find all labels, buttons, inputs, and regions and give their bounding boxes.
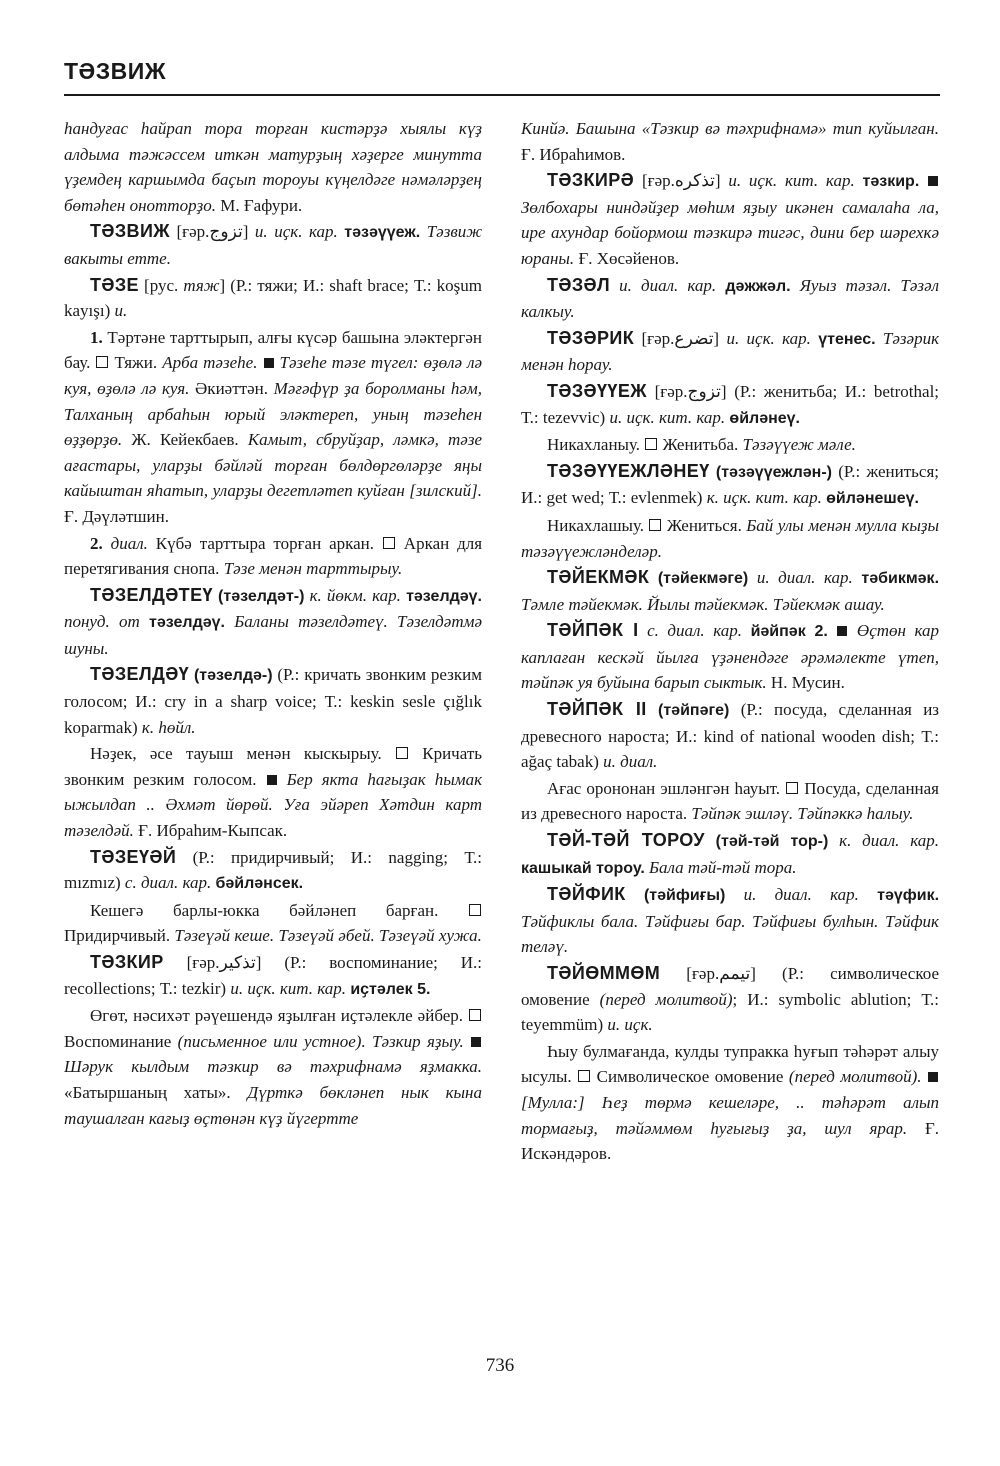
russian-translation: Кричать звонким резким голосом. bbox=[64, 744, 482, 789]
headword: ТӘЙӨММӨМ bbox=[547, 963, 661, 983]
definition: Өгөт, нәсихәт рәүешендә яҙылған иҫтәлекле әйбер. bbox=[90, 1006, 464, 1026]
quote: Зөлбохары ниндәйҙер мөһим яҙыу икәнен самалаһа ла, ире ахундар бойормош тәзкирә тигәс, дини бер шәрехкә юраны. bbox=[521, 197, 939, 268]
stem-form: (тәзәүүежлән-) bbox=[715, 463, 832, 481]
headword: ТӘЗЕ bbox=[90, 274, 139, 295]
quote: Мәғәфүр ҙа боролманы һәм, Талханың арбаһын юрый эләктереп, уның тәзеһен өҙҙөрҙө. bbox=[64, 378, 482, 450]
grammar-label: и. диал. кар. bbox=[619, 275, 717, 295]
running-head: ТӘЗВИЖ bbox=[64, 58, 167, 84]
headword: ТӘЙ-ТӘЙ ТОРОУ bbox=[547, 830, 705, 851]
sense-2 bbox=[64, 531, 482, 582]
quote-marker-icon bbox=[471, 1037, 481, 1047]
russian-marker-icon bbox=[649, 519, 661, 531]
source: Н. Мусин. bbox=[770, 673, 845, 693]
example: Бала тәй-тәй тора. bbox=[649, 857, 797, 877]
equivalent: тәзәүүеж. bbox=[344, 224, 421, 242]
grammar-label: к. диал. кар. bbox=[839, 831, 939, 851]
quote: Шәрук кылдым тәзкир вә тәхрифнамә яҙмакка. bbox=[64, 1057, 482, 1077]
example: Бай улы менән мулла кыҙы тәзәүүежләнделәр. bbox=[521, 515, 939, 561]
headword: ТӘЗЕЛДӘҮ bbox=[90, 664, 190, 685]
headword: ТӘЗВИЖ bbox=[90, 221, 170, 242]
quote: Кинйә. Башына «Тәзкир вә тәхрифнамә» тип куйылған. bbox=[521, 119, 939, 138]
arabic-etymon: تذكره bbox=[674, 171, 715, 191]
example: Тәзкир яҙыу. bbox=[372, 1031, 464, 1051]
translations: (Р.: придирчивый; И.: nagging; Т.: mızmız) bbox=[64, 847, 482, 893]
russian-note: (письменное или устное). bbox=[177, 1031, 366, 1051]
headword: ТӘЙФИК bbox=[547, 884, 626, 905]
definition: Ағас орононан эшләнгән һауыт. bbox=[547, 778, 781, 798]
etymology-close: ] bbox=[720, 381, 727, 401]
entry-tazauuezh bbox=[521, 379, 939, 431]
quote: һандуғас һайрап тора торған кистәрҙә хыялы күҙ алдыма тәжәссем иткән матурҙың хәҙерге минутта үҙемдең каршымда баҫып тороуы күңелдәге нәмәләрҙең бөтәһен онотторҙо. bbox=[64, 119, 482, 215]
translations: (Р.: посуда, сделанная из древесного нароста; И.: kind of national wooden dish; Т.: ağaç tabak) bbox=[521, 700, 939, 772]
grammar-label: и. иҫк. кит. кар. bbox=[609, 407, 726, 427]
russian-marker-icon bbox=[469, 1009, 481, 1021]
russian-note: понуд. от bbox=[64, 612, 140, 632]
equivalent: өйләнешеү. bbox=[826, 490, 919, 508]
equivalent: тәүфик. bbox=[877, 887, 939, 905]
grammar-label: и. диал. bbox=[603, 752, 658, 772]
example: Тәзәүүеж мәле. bbox=[742, 435, 856, 455]
quote: Камыт, сбруйҙар, ләмкә, тәзе ағастары, уларҙы бәйләй торған бөлдөргөләрҙе яңы кайыштан яһатып, уларҙы дегетләтеп куйған [зилский]. bbox=[64, 430, 482, 501]
russian-note: (перед молитвой) bbox=[599, 989, 733, 1009]
example: Тәйпәк эшләү. Тәйпәккә һалыу. bbox=[691, 804, 914, 824]
russian-note: (перед молитвой). bbox=[788, 1067, 922, 1087]
entry-continuation bbox=[521, 116, 939, 167]
grammar-label: с. диал. кар. bbox=[647, 621, 742, 641]
quote: Дүрткә бөкләнеп нык кына таушалған кағыҙ өҫтөнән күҙ йүгертте bbox=[64, 1082, 482, 1128]
equivalent: тәзелдәү. bbox=[149, 614, 225, 632]
equivalent: тәзкир. bbox=[862, 173, 920, 191]
entry-taze bbox=[64, 273, 482, 324]
quote-marker-icon bbox=[264, 358, 274, 368]
entry-body bbox=[64, 1003, 482, 1131]
russian-translation: Тяжи. bbox=[114, 353, 158, 373]
arabic-etymon: تزوج bbox=[209, 222, 243, 242]
headword: ТӘЗӘРИК bbox=[547, 327, 635, 348]
example: Яуыз тәзәл. Тәзәл калкыу. bbox=[521, 275, 939, 322]
headword: ТӘЙПӘК I bbox=[547, 620, 639, 641]
equivalent: бәйләнсек. bbox=[215, 875, 304, 893]
entry-taipak-2 bbox=[521, 697, 939, 775]
header-rule bbox=[64, 94, 940, 96]
entry-tazkir bbox=[64, 950, 482, 1002]
headword: ТӘЗЕҮӘЙ bbox=[90, 846, 177, 867]
etymology: [ғәр. bbox=[641, 328, 675, 348]
equivalent: үтенес. bbox=[818, 330, 876, 348]
stem-form: (тәзелдәт-) bbox=[218, 587, 305, 605]
arabic-etymon: تيمم bbox=[719, 964, 751, 983]
headword: ТӘЗЕЛДӘТЕҮ bbox=[90, 584, 213, 605]
translations: ] (Р.: тяжи; И.: shaft brace; Т.: koşum kayışı) bbox=[64, 275, 482, 321]
source: «Батыршаның хаты». bbox=[64, 1082, 231, 1102]
russian-marker-icon bbox=[383, 537, 395, 549]
page-number: 736 bbox=[485, 1355, 515, 1376]
entry-taiekmak bbox=[521, 565, 939, 617]
grammar-label: и. bbox=[114, 301, 128, 321]
etymology: [ғәр. bbox=[176, 222, 210, 242]
grammar-label: к. йөкм. кар. bbox=[309, 585, 401, 605]
etymology-close: ] bbox=[714, 171, 721, 191]
right-column bbox=[521, 116, 939, 1328]
entry-tazarik bbox=[521, 326, 939, 378]
example: Тәйфиклы бала. Тәйфиғы бар. Тәйфиғы булһын. Тәйфик теләү. bbox=[521, 911, 939, 957]
entry-body bbox=[64, 898, 482, 949]
russian-marker-icon bbox=[96, 356, 108, 368]
entry-tazauuezhlaneu bbox=[521, 459, 939, 512]
grammar-label: к. иҫк. кит. кар. bbox=[706, 488, 822, 508]
source: Әкиәттән. bbox=[195, 378, 268, 398]
grammar-label: и. иҫк. bbox=[607, 1015, 653, 1035]
grammar-label: и. диал. кар. bbox=[743, 885, 859, 905]
source: Ғ. Ибраһим-Кыпсак. bbox=[138, 821, 288, 841]
etymology: [ғәр. bbox=[686, 964, 720, 983]
stem-form: (тәй-тәй тор-) bbox=[715, 833, 829, 851]
russian-marker-icon bbox=[469, 904, 481, 916]
equivalent: дәжжәл. bbox=[725, 277, 791, 295]
translations: ; И.: symbolic ablution; Т.: teyemmüm) bbox=[521, 989, 939, 1035]
stem-form: (тәйекмәге) bbox=[657, 570, 749, 588]
entry-taiommom bbox=[521, 961, 939, 1038]
etymology-close: ] bbox=[713, 328, 720, 348]
russian-marker-icon bbox=[645, 438, 657, 450]
quote: Бер якта һағыҙак һымак ыжылдап .. Әхмәт йөрөй. Уға эйәреп Хәтдин карт тәзелдәй. bbox=[64, 769, 482, 841]
translations: (Р.: жениться; И.: get wed; Т.: evlenmek) bbox=[521, 461, 939, 508]
source: Ғ. Искәндәров. bbox=[521, 1118, 939, 1164]
grammar-label: и. иҫк. кит. кар. bbox=[728, 171, 855, 191]
translation-prefix: [рус. bbox=[144, 275, 179, 295]
entry-taipak-1 bbox=[521, 618, 939, 696]
quote-marker-icon bbox=[267, 775, 277, 785]
quote: [Мулла:] Һеҙ төрмә кешеләре, .. тәһәрәт алып тормағыҙ, тәйәммөм һуғығыҙ ҙа, шул ярар. bbox=[521, 1092, 939, 1138]
example: Тәзеүәй кеше. Тәзеүәй әбей. Тәзеүәй хужа. bbox=[174, 926, 482, 946]
etymology-close: ] bbox=[242, 222, 249, 242]
entry-tazeldau bbox=[64, 662, 482, 740]
russian-translation: Посуда, сделанная из древесного нароста. bbox=[521, 778, 939, 824]
entry-body bbox=[521, 1039, 939, 1167]
entry-continuation bbox=[64, 116, 482, 218]
equivalent: йәйпәк 2. bbox=[750, 623, 828, 641]
grammar-label: с. диал. кар. bbox=[124, 873, 212, 893]
example: Тәзәрик менән һорау. bbox=[521, 328, 939, 375]
equivalent: тәбикмәк. bbox=[861, 570, 939, 588]
entry-body bbox=[521, 513, 939, 564]
entry-body bbox=[521, 776, 939, 827]
entry-taifik bbox=[521, 882, 939, 960]
arabic-etymon: تذكير bbox=[219, 953, 256, 972]
etymology: [ғәр. bbox=[186, 953, 220, 972]
quote: Өҫтөн кар каплаған кескәй йылға үҙәнендәге әрәмәлекте үтеп, тәйпәк уя буйына барып сыктык. bbox=[521, 621, 939, 693]
sense-number: 2. bbox=[90, 533, 103, 553]
russian-marker-icon bbox=[786, 782, 798, 794]
left-column bbox=[64, 116, 482, 1328]
entry-tazvizh bbox=[64, 219, 482, 271]
entry-tazeuai bbox=[64, 845, 482, 897]
russian-marker-icon bbox=[396, 747, 408, 759]
source: М. Ғафури. bbox=[220, 195, 303, 215]
headword: ТӘЗКИРӘ bbox=[547, 170, 635, 191]
source: Ғ. Ибраһимов. bbox=[521, 144, 626, 164]
grammar-label: и. иҫк. кар. bbox=[254, 222, 338, 242]
equivalent: иҫтәлек 5. bbox=[350, 980, 431, 998]
entry-tazeldateu bbox=[64, 583, 482, 662]
translations: (Р.: кричать звонким резким голосом; И.: cry in a sharp voice; Т.: keskin sesle çığlık koparmak) bbox=[64, 665, 482, 737]
stem-form: (тәзелдә-) bbox=[193, 667, 273, 685]
entry-body bbox=[521, 432, 939, 458]
grammar-label: и. иҫк. кит. кар. bbox=[230, 978, 347, 998]
definition: Кешегә барлы-юкка бәйләнеп барған. bbox=[90, 900, 439, 920]
russian-marker-icon bbox=[578, 1070, 590, 1082]
grammar-label: и. диал. кар. bbox=[756, 568, 853, 588]
quote: Тәзеһе тәзе түгел: өҙөлә лә куя, өҙөлә лә куя. bbox=[64, 353, 482, 398]
grammar-label: и. иҫк. кар. bbox=[726, 328, 811, 348]
russian-translation: Аркан для перетягивания снопа. bbox=[64, 533, 482, 579]
translations: (Р.: женитьба; И.: betrothal; Т.: tezevvic) bbox=[521, 381, 939, 427]
entry-tazal bbox=[521, 273, 939, 325]
example: Арба тәзеһе. bbox=[162, 353, 258, 373]
translation-source-word: тяж bbox=[183, 275, 220, 295]
grammar-label: диал. bbox=[110, 533, 148, 553]
headword: ТӘЗКИР bbox=[90, 952, 164, 972]
entry-tai-tai-torou bbox=[521, 828, 939, 881]
quote-marker-icon bbox=[928, 1072, 938, 1082]
headword: ТӘЙПӘК II bbox=[547, 699, 647, 720]
example: Тәмле тәйекмәк. Йылы тәйекмәк. Тәйекмәк ашау. bbox=[521, 594, 885, 614]
headword: ТӘЗӘҮҮЕЖ bbox=[547, 380, 647, 401]
equivalent: тәзелдәү. bbox=[406, 587, 482, 605]
entry-tazkira bbox=[521, 168, 939, 271]
entry-body bbox=[64, 741, 482, 843]
translations: (Р.: воспоминание; И.: recollections; Т.: tezkir) bbox=[64, 953, 482, 998]
russian-translation: Женитьба. bbox=[662, 435, 739, 455]
arabic-etymon: تزوج bbox=[687, 381, 721, 401]
quote-marker-icon bbox=[928, 176, 938, 186]
definition: Тәртәне тарттырып, алғы күсәр башына эләктергән бау. bbox=[64, 327, 482, 373]
etymology: [ғәр. bbox=[641, 171, 675, 191]
source: Ж. Кейекбаев. bbox=[131, 430, 239, 450]
example: Баланы тәзелдәтеү. Тәзелдәтмә шуны. bbox=[64, 612, 482, 658]
definition: Никахланыу. bbox=[547, 435, 641, 455]
definition: Күбә тарттыра торған аркан. bbox=[155, 533, 375, 553]
definition: Һыу булмағанда, кулды тупракка һуғып тәһәрәт алыу ысулы. bbox=[521, 1041, 939, 1087]
sense-1 bbox=[64, 325, 482, 530]
russian-translation: Воспоминание bbox=[64, 1031, 172, 1051]
sense-number: 1. bbox=[90, 327, 103, 347]
source: Ғ. Дәүләтшин. bbox=[64, 506, 169, 526]
example: Тәзвиж вакыты етте. bbox=[64, 222, 482, 268]
stem-form: (тәйпәге) bbox=[658, 702, 730, 720]
etymology: [ғәр. bbox=[654, 381, 688, 401]
etymology-close: ] bbox=[750, 964, 756, 983]
russian-translation: Символическое омовение bbox=[596, 1067, 784, 1087]
grammar-label: к. һөйл. bbox=[141, 717, 196, 737]
quote-marker-icon bbox=[837, 626, 847, 636]
headword: ТӘЙЕКМӘК bbox=[547, 567, 650, 588]
headword: ТӘЗӘҮҮЕЖЛӘНЕҮ bbox=[547, 460, 710, 481]
russian-translation: Жениться. bbox=[666, 515, 742, 535]
equivalent: кашыкай тороу. bbox=[521, 859, 645, 877]
russian-translation: Придирчивый. bbox=[64, 926, 171, 946]
arabic-etymon: تضرع bbox=[674, 328, 714, 348]
stem-form: (тәйфиғы) bbox=[643, 887, 726, 905]
translations: (Р.: символическое омовение bbox=[521, 964, 939, 1009]
equivalent: өйләнеү. bbox=[729, 409, 800, 427]
headword: ТӘЗӘЛ bbox=[547, 274, 611, 295]
definition: Нәҙек, әсе тауыш менән кыскырыу. bbox=[90, 744, 382, 764]
source: Ғ. Хөсәйенов. bbox=[578, 248, 680, 268]
example: Тәзе менән тарттырыу. bbox=[223, 559, 403, 579]
definition: Никахлашыу. bbox=[547, 515, 645, 535]
etymology-close: ] bbox=[255, 953, 262, 972]
